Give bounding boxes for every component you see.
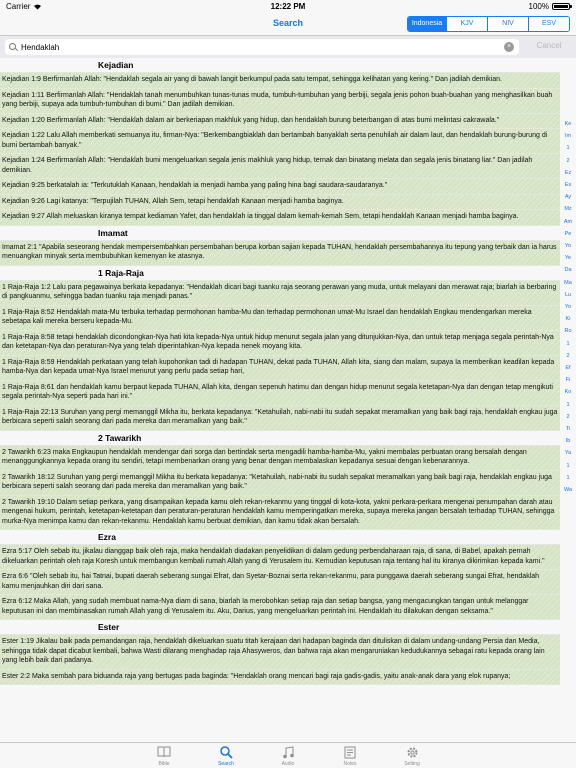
search-results-list[interactable]: [0, 58, 560, 742]
gear-icon: [406, 746, 419, 759]
search-field[interactable]: [5, 39, 519, 55]
search-icon: [220, 746, 233, 759]
version-niv[interactable]: NIV: [487, 17, 528, 31]
battery-icon: [552, 3, 570, 10]
verse-result-row[interactable]: Kejadian 1:9 Berfirmanlah Allah: "Hendaklah segala air yang di bawah langit berkumpul pada satu tempat, sehingga kelihatan yang kering." Dan jadilah demikian.: [0, 73, 560, 89]
page-title: Search: [272, 18, 304, 28]
verse-result-row[interactable]: Kejadian 1:22 Lalu Allah memberkati semuanya itu, firman-Nya: "Berkembangbiaklah dan bertambah banyaklah serta penuhilah air dalam laut, dan hendaklah burung-burung di bumi bertambah banyak.": [0, 129, 560, 154]
index-item[interactable]: Da: [564, 267, 572, 274]
index-item[interactable]: Ez: [564, 169, 572, 176]
section-header: Ezra: [0, 530, 560, 545]
section-header: Ester: [0, 620, 560, 635]
verse-result-row[interactable]: Ester 2:2 Maka sembah para biduanda raja yang bertugas pada baginda: "Hendaklah orang mencari bagi raja gadis-gadis, yaitu anak-anak dara yang elok rupanya;: [0, 670, 560, 686]
tab-audio-label: Audio: [281, 761, 295, 767]
cancel-button[interactable]: Cancel: [536, 41, 562, 50]
verse-result-row[interactable]: 1 Raja-Raja 8:59 Hendaklah perkataan yang telah kupohonkan tadi di hadapan TUHAN, dekat pada TUHAN, Allah kita, siang dan malam, supaya Ia memberikan keadilan kepada hamba-Nya dan kepada umat-Nya Israel menurut yang perlu pada setiap hari,: [0, 356, 560, 381]
index-item[interactable]: Ti: [565, 426, 571, 433]
index-item[interactable]: Mz: [564, 206, 572, 213]
tab-bar: [0, 742, 576, 768]
index-item[interactable]: Ye: [564, 255, 572, 262]
section-header: Imamat: [0, 226, 560, 241]
verse-result-row[interactable]: Kejadian 9:27 Allah meluaskan kiranya tempat kediaman Yafet, dan hendaklah ia tinggal dalam kemah-kemah Sem, tetapi hendaklah Kanaan menjadi hamba baginya.: [0, 210, 560, 226]
index-item[interactable]: Ki: [565, 316, 571, 323]
section-header: 1 Raja-Raja: [0, 266, 560, 281]
navigation-bar: [0, 12, 576, 36]
verse-result-row[interactable]: Ezra 5:17 Oleh sebab itu, jikalau dianggap baik oleh raja, maka hendaklah diadakan penyelidikan di dalam gedung perbendaharaan raja, di sana, di Babel, apakah pernah dikeluarkan perintah oleh raja Koresh untuk membangun kembali rumah Allah yang di Yerusalem itu. Kemudian keputusan raja tentang hal itu kiranya dikirimkan kepada kami.": [0, 545, 560, 570]
tab-search[interactable]: [209, 743, 243, 768]
index-item[interactable]: 1: [566, 401, 570, 408]
index-item[interactable]: Yo: [564, 243, 572, 250]
index-item[interactable]: Wa: [563, 487, 573, 494]
index-item[interactable]: Ro: [564, 328, 572, 335]
index-item[interactable]: Ma: [564, 279, 572, 286]
verse-result-row[interactable]: 1 Raja-Raja 8:52 Hendaklah mata-Mu terbuka terhadap permohonan hamba-Mu dan terhadap permohonan umat-Mu Israel dan hendaklah Engkau mendengarkan mereka sebetapa kali mereka berseru kepada-Mu.: [0, 306, 560, 331]
verse-result-row[interactable]: Ezra 6:6 "Oleh sebab itu, hai Tatnai, bupati daerah seberang sungai Efrat, dan Syetar-Boznai serta rekan-rekanmu, para punggawa daerah seberang sungai Efrat, hendaklah kamu menjauhkan diri dari sana.: [0, 570, 560, 595]
tab-notes-label: Notes: [343, 761, 357, 767]
index-item[interactable]: 1: [566, 145, 570, 152]
search-input[interactable]: [21, 43, 501, 52]
music-note-icon: [282, 746, 294, 759]
verse-result-row[interactable]: Ezra 6:12 Maka Allah, yang sudah membuat nama-Nya diam di sana, biarlah Ia merobohkan setiap raja dan setiap bangsa, yang mengacungkan tangan untuk melanggar keputusan ini dan membinasakan rumah Allah yang di Yerusalem itu. Aku, Darius, yang mengeluarkan perintah ini. Hendaklah itu dilakukan dengan seksama.": [0, 595, 560, 620]
index-item[interactable]: 2: [566, 413, 570, 420]
verse-result-row[interactable]: 2 Tawarikh 19:10 Dalam setiap perkara, yang disampaikan kepada kamu oleh rekan-rekanmu yang tinggal di kota-kota, yakni perkara-perkara mengenai penumpahan darah atau mengenai hukum, perintah, ketetapan-ketetapan dan peraturan-peraturan hendaklah kamu memperingatkan mereka, supaya mereka jangan bersalah terhadap TUHAN, sehingga murka-Nya menimpa kamu dan rekan-rekanmu. Hendaklah kamu berbuat demikian, dan kamu tidak akan bersalah.: [0, 496, 560, 531]
notes-icon: [344, 746, 356, 759]
index-item[interactable]: Es: [564, 182, 572, 189]
index-item[interactable]: 2: [566, 157, 570, 164]
book-icon: [157, 746, 171, 758]
battery-percent: 100%: [528, 1, 549, 11]
carrier-label: Carrier: [6, 1, 31, 11]
search-bar: [0, 36, 576, 58]
index-item[interactable]: Ke: [564, 121, 572, 127]
verse-result-row[interactable]: 1 Raja-Raja 22:13 Suruhan yang pergi memanggil Mikha itu, berkata kepadanya: "Ketahuilah, nabi-nabi itu sudah sepakat meramalkan yang baik bagi raja, hendaklah engkau juga berbicara seperti salah seorang dari pada mereka dan meramalkan yang baik.": [0, 406, 560, 431]
status-time: 12:22 PM: [270, 1, 306, 11]
verse-result-row[interactable]: 2 Tawarikh 6:23 maka Engkaupun hendaklah mendengar dari sorga dan bertindak serta mengadili hamba-hamba-Mu, yakni membalas perbuatan orang bersalah dengan menanggungkannya kepada orang itu sendiri, tetapi membenarkan orang yang benar dengan membalaskan kepadanya sesuai dengan kebenarannya.: [0, 446, 560, 471]
index-item[interactable]: 2: [566, 352, 570, 359]
index-item[interactable]: Ef: [565, 365, 571, 372]
index-item[interactable]: Lu: [564, 291, 572, 298]
version-segmented-control: [407, 16, 570, 32]
tab-audio[interactable]: [271, 743, 305, 768]
verse-result-row[interactable]: 1 Raja-Raja 8:58 tetapi hendaklah dicondongkan-Nya hati kita kepada-Nya untuk hidup menurut segala jalan yang ditunjukkan-Nya, dan untuk tetap menjaga segala perintah-Nya dan ketetapan-Nya dan peraturan-Nya yang telah diperintahkan-Nya kepada nenek moyang kita.: [0, 331, 560, 356]
clear-icon[interactable]: ×: [504, 42, 514, 52]
index-item[interactable]: Ya: [564, 450, 572, 457]
verse-result-row[interactable]: Kejadian 1:20 Berfirmanlah Allah: "Hendaklah dalam air berkeriapan makhluk yang hidup, dan hendaklah burung beterbangan di atas bumi melintasi cakrawala.": [0, 114, 560, 130]
index-item[interactable]: Ay: [564, 194, 572, 201]
index-item[interactable]: Ib: [565, 438, 571, 445]
verse-result-row[interactable]: 1 Raja-Raja 1:2 Lalu para pegawainya berkata kepadanya: "Hendaklah dicari bagi tuanku raja seorang perawan yang muda, untuk melayani dan merawat raja; biarlah ia berbaring di pangkuanmu, sehingga badan tuanku raja menjadi panas.": [0, 281, 560, 306]
tab-setting[interactable]: [395, 743, 429, 768]
verse-result-row[interactable]: Imamat 2:1 "Apabila seseorang hendak mempersembahkan persembahan berupa korban sajian kepada TUHAN, hendaklah persembahannya itu tepung yang terbaik dan ia harus menuangkan minyak serta membubuhkan kemenyan ke atasnya.: [0, 241, 560, 266]
tab-notes[interactable]: [333, 743, 367, 768]
version-esv[interactable]: ESV: [528, 17, 569, 31]
verse-result-row[interactable]: Kejadian 1:24 Berfirmanlah Allah: "Hendaklah bumi mengeluarkan segala jenis makhluk yang hidup, ternak dan binatang melata dan segala jenis binatang liar." Dan jadilah demikian.: [0, 154, 560, 179]
index-item[interactable]: Im: [564, 133, 572, 140]
section-header: 2 Tawarikh: [0, 431, 560, 446]
search-icon: [9, 43, 18, 52]
index-item[interactable]: 1: [566, 462, 570, 469]
version-indonesia[interactable]: Indonesia: [408, 17, 446, 31]
verse-result-row[interactable]: 2 Tawarikh 18:12 Suruhan yang pergi memanggil Mikha itu berkata kepadanya: "Ketahuilah, nabi-nabi itu sudah sepakat meramalkan yang baik bagi raja, hendaklah engkau juga berbicara seperti salah seorang dari pada mereka dan meramalkan yang baik.": [0, 471, 560, 496]
index-item[interactable]: 1: [566, 340, 570, 347]
verse-result-row[interactable]: Ester 1:19 Jikalau baik pada pemandangan raja, hendaklah dikeluarkan suatu titah kerajaan dari hadapan baginda dan dituliskan di dalam undang-undang Persia dan Media, sehingga tidak dapat dicabut kembali, bahwa Wasti dilarang menghadap raja Ahasyweros, dan bahwa raja akan mengaruniakan kedudukannya sebagai ratu kepada orang lain yang lebih baik dari padanya.: [0, 635, 560, 670]
verse-result-row[interactable]: Kejadian 1:11 Berfirmanlah Allah: "Hendaklah tanah menumbuhkan tunas-tunas muda, tumbuh-tumbuhan yang berbiji, segala jenis pohon buah-buahan yang menghasilkan buah yang berbiji, supaya ada tumbuh-tumbuhan di bumi." Dan jadilah demikian.: [0, 89, 560, 114]
index-item[interactable]: Am: [563, 218, 573, 225]
section-index[interactable]: [560, 118, 576, 618]
index-item[interactable]: Ko: [564, 389, 572, 396]
verse-result-row[interactable]: Kejadian 9:26 Lagi katanya: "Terpujilah TUHAN, Allah Sem, tetapi hendaklah Kanaan menjadi hamba baginya.: [0, 195, 560, 211]
status-bar: [0, 0, 576, 12]
version-kjv[interactable]: KJV: [446, 17, 487, 31]
section-header: Kejadian: [0, 58, 560, 73]
verse-result-row[interactable]: 1 Raja-Raja 8:61 dan hendaklah kamu berpaut kepada TUHAN, Allah kita, dengan sepenuh hatimu dan dengan hidup menurut segala ketetapan-Nya dan dengan tetap mengikuti segala perintah-Nya seperti pada hari ini.": [0, 381, 560, 406]
index-item[interactable]: Fi: [565, 377, 571, 384]
verse-result-row[interactable]: Kejadian 9:25 berkatalah ia: "Terkutuklah Kanaan, hendaklah ia menjadi hamba yang paling hina bagi saudara-saudaranya.": [0, 179, 560, 195]
tab-bible[interactable]: [147, 743, 181, 768]
tab-setting-label: Setting: [404, 761, 420, 767]
tab-bible-label: Bible: [158, 761, 170, 767]
index-item[interactable]: 1: [566, 474, 570, 481]
index-item[interactable]: Yo: [564, 304, 572, 311]
tab-search-label: Search: [218, 761, 234, 767]
index-item[interactable]: Pe: [564, 230, 572, 237]
